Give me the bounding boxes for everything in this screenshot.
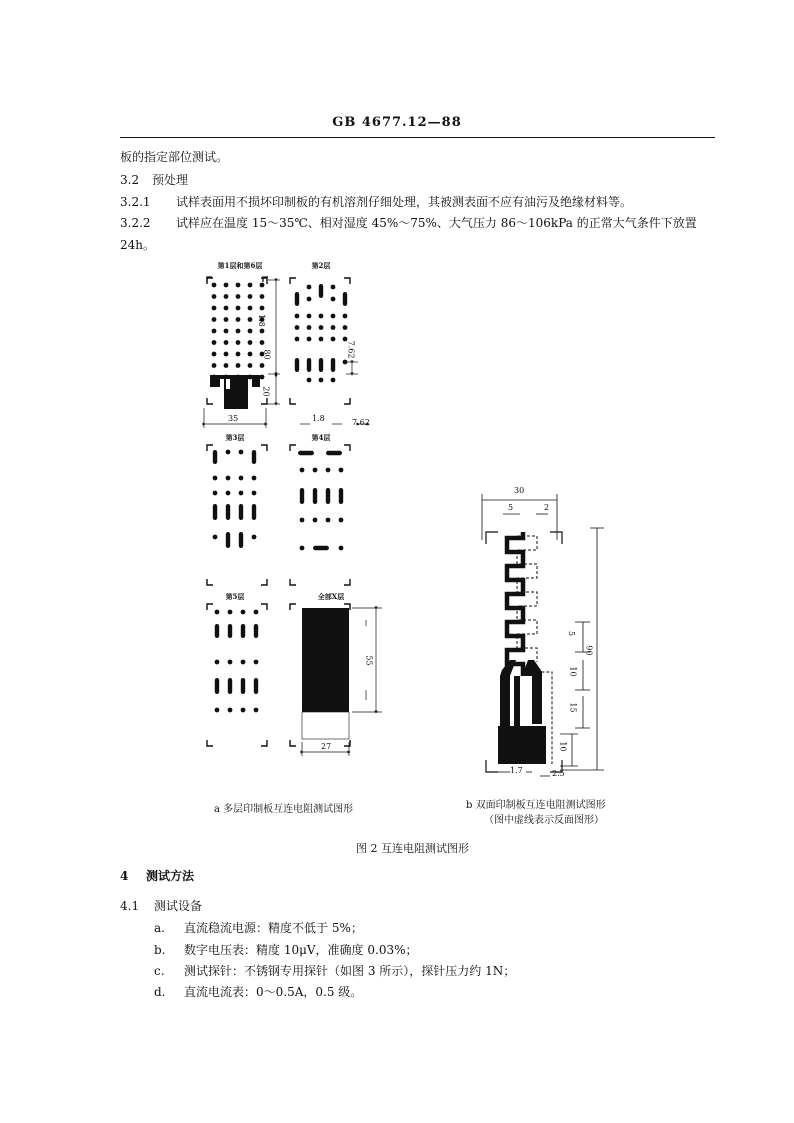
pad-slot (226, 504, 230, 520)
dimension-label: 2 (544, 503, 550, 512)
pad-dot (236, 340, 241, 345)
pad-dot (239, 450, 244, 455)
pad-dot (307, 378, 312, 383)
connector-block (210, 375, 260, 409)
pad-dot (307, 325, 312, 330)
pad-dot (295, 337, 300, 342)
layer-3-pattern (213, 450, 257, 548)
pad-dot (236, 329, 241, 334)
layer-x-pattern (302, 608, 349, 739)
pad-slot (326, 451, 342, 455)
dimension-label: 80 (262, 349, 272, 360)
pad-dot (252, 491, 257, 496)
pad-dot (226, 491, 231, 496)
pad-slot (215, 624, 219, 638)
pad-dot (300, 518, 305, 523)
pad-dot (224, 306, 229, 311)
layer-5-pattern (215, 610, 259, 713)
list-mark: d. (154, 985, 166, 999)
pad-dot (215, 708, 220, 713)
pad-slot (313, 488, 317, 504)
pad-slot (295, 358, 299, 372)
pad-dot (295, 325, 300, 330)
pad-dot (343, 314, 348, 319)
pad-dot (248, 317, 253, 322)
list-mark: b. (154, 943, 166, 957)
pad-dot (215, 660, 220, 665)
pad-dot (319, 378, 324, 383)
pad-dot (307, 297, 312, 302)
dimension-label: 1.7 (510, 766, 523, 775)
pad-dot (228, 660, 233, 665)
pad-dot (260, 294, 265, 299)
layer-2-pattern (295, 284, 348, 382)
pad-dot (212, 352, 217, 357)
dimension-label: 30 (514, 486, 525, 495)
pad-dot (248, 363, 253, 368)
pad-dot (224, 340, 229, 345)
pad-dot (331, 314, 336, 319)
connector-finger (500, 660, 516, 726)
list-item (154, 920, 363, 936)
panel-b-pattern (482, 494, 604, 776)
list-mark: c. (154, 964, 165, 978)
pad-dot (236, 283, 241, 288)
pad-slot (226, 532, 230, 548)
pad-dot (224, 352, 229, 357)
continued-line: 板的指定部位测试。 (120, 150, 229, 164)
pad-dot (239, 476, 244, 481)
pad-dot (339, 468, 344, 473)
pad-dot (212, 306, 217, 311)
pad-dot (212, 317, 217, 322)
dimension-label: 7.62 (352, 418, 370, 427)
pad-dot (331, 378, 336, 383)
section-number: 4.1 (120, 899, 140, 913)
pad-dot (226, 476, 231, 481)
pad-dot (241, 610, 246, 615)
pad-dot (254, 610, 259, 615)
dimension-label: 55 (364, 655, 374, 666)
clause-text: 试样表面用不损坏印制板的有机溶剂仔细处理，其被测表面不应有油污及绝缘材料等。 (176, 195, 633, 209)
pad-slot (239, 532, 243, 548)
pad-dot (241, 708, 246, 713)
dimension-label: 10 (568, 666, 578, 677)
list-text: 测试探针：不锈钢专用探针（如图 3 所示），探针压力约 1N； (184, 964, 516, 978)
list-mark: a. (154, 921, 165, 935)
section-4-1 (120, 898, 202, 914)
connector-gap (226, 379, 230, 389)
layer-label: 第5层 (225, 592, 245, 601)
pad-dot (326, 468, 331, 473)
pad-dot (319, 337, 324, 342)
dimension-label: 1.8 (312, 414, 325, 423)
pad-dot (331, 325, 336, 330)
pad-dot (339, 518, 344, 523)
pad-dot (213, 476, 218, 481)
standard-number: GB 4677.12—88 (332, 115, 462, 130)
pad-dot (254, 660, 259, 665)
section-4 (120, 868, 194, 884)
dimension-label: 10 (558, 741, 568, 752)
dimension-label: 5 (567, 630, 577, 637)
list-item (154, 984, 362, 1000)
pad-slot (343, 292, 347, 306)
figure-title: 图 2 互连电阻测试图形 (356, 842, 469, 855)
pad-dot (300, 546, 305, 551)
pad-dot (248, 340, 253, 345)
pad-dot (331, 297, 336, 302)
pad-dot (239, 491, 244, 496)
clause-number: 3.2.2 (120, 216, 151, 230)
list-item (154, 942, 418, 958)
pad-slot (252, 504, 256, 520)
pad-slot (213, 504, 217, 520)
pad-slot (228, 624, 232, 638)
pad-dot (319, 325, 324, 330)
pad-dot (215, 610, 220, 615)
pad-slot (298, 451, 314, 455)
pad-dot (300, 468, 305, 473)
dimension-label: 35 (228, 414, 239, 423)
pad-slot (326, 488, 330, 504)
pad-dot (260, 363, 265, 368)
dimension-label: 27 (321, 742, 332, 751)
pad-slot (300, 488, 304, 504)
corner-mark (290, 445, 350, 585)
pad-dot (319, 314, 324, 319)
pad-dot (260, 283, 265, 288)
reverse-side-track (517, 536, 537, 662)
clause-number: 3.2.1 (120, 195, 151, 209)
pad-dot (254, 708, 259, 713)
pad-dot (307, 337, 312, 342)
pad-dot (228, 610, 233, 615)
pad-dot (331, 337, 336, 342)
pad-dot (213, 535, 218, 540)
pad-dot (248, 294, 253, 299)
pad-dot (260, 306, 265, 311)
pad-dot (252, 535, 257, 540)
pad-dot (339, 546, 344, 551)
pad-dot (226, 450, 231, 455)
dimension-label: 15 (568, 702, 578, 713)
layer-label: 第4层 (311, 433, 331, 442)
pad-dot (236, 352, 241, 357)
pad-slot (215, 678, 219, 694)
pad-dot (212, 283, 217, 288)
pad-dot (224, 329, 229, 334)
pad-slot (319, 284, 323, 298)
pad-slot (254, 678, 258, 694)
pad-dot (331, 285, 336, 290)
pad-dot (313, 518, 318, 523)
pad-slot (241, 624, 245, 638)
layer-label: 第3层 (225, 433, 245, 442)
layer-label: 第2层 (311, 261, 331, 270)
pad-slot (307, 358, 311, 372)
pad-dot (248, 352, 253, 357)
dimension-label: 1.8 (256, 314, 266, 327)
layer-label: 全部X层 (317, 592, 345, 601)
dimension-label: 7.62 (346, 340, 356, 359)
pad-dot (248, 329, 253, 334)
section-title: 测试设备 (154, 899, 203, 913)
layer-4-pattern (298, 451, 343, 551)
pad-dot (307, 285, 312, 290)
section-title: 预处理 (152, 173, 189, 187)
panel-b-caption-line1: b 双面印制板互连电阻测试图形 (466, 800, 606, 811)
pad-dot (212, 363, 217, 368)
pad-dot (236, 294, 241, 299)
pad-slot (313, 546, 329, 550)
pad-slot (239, 504, 243, 520)
serpentine-track (507, 532, 523, 676)
pad-dot (236, 306, 241, 311)
pad-dot (224, 283, 229, 288)
dimension-label: 2.5 (552, 769, 565, 778)
pad-dot (224, 317, 229, 322)
pad-dot (248, 306, 253, 311)
pad-slot (228, 678, 232, 694)
section-number: 3.2 (120, 173, 140, 187)
pad-slot (331, 358, 335, 372)
pad-dot (212, 294, 217, 299)
pad-slot (252, 450, 256, 464)
pad-dot (260, 329, 265, 334)
list-item (154, 963, 515, 979)
section-title: 测试方法 (146, 869, 195, 883)
list-text: 直流电流表：0～0.5A，0.5 级。 (184, 985, 363, 999)
pad-dot (307, 314, 312, 319)
layer-label: 第1层和第6层 (217, 261, 263, 270)
section-number: 4 (120, 869, 129, 883)
dimension-label: 5 (508, 503, 514, 512)
pad-slot (241, 678, 245, 694)
layer-1-6-pattern (210, 283, 264, 409)
pad-dot (313, 468, 318, 473)
pad-dot (260, 340, 265, 345)
list-text: 直流稳流电源：精度不低于 5%； (184, 921, 363, 935)
pad-dot (212, 329, 217, 334)
pad-dot (228, 708, 233, 713)
pad-dot (260, 375, 265, 380)
pad-dot (241, 660, 246, 665)
pad-dot (295, 314, 300, 319)
pad-slot (319, 358, 323, 372)
pad-dot (326, 518, 331, 523)
pad-dot (236, 363, 241, 368)
panel-b-caption-line2: （图中虚线表示反面图形） (484, 815, 604, 826)
panel-a-caption: a 多层印制板互连电阻测试图形 (214, 804, 354, 815)
connector-pad (498, 726, 546, 764)
pad-dot (213, 491, 218, 496)
pad-dot (236, 317, 241, 322)
dimension-label: 90 (584, 645, 594, 656)
pad-dot (224, 294, 229, 299)
pad-dot (212, 340, 217, 345)
pad-dot (252, 476, 257, 481)
dimension-label: 20 (261, 386, 271, 397)
pad-slot (254, 624, 258, 638)
list-text: 数字电压表：精度 10μV，准确度 0.03%； (184, 943, 418, 957)
clause-text: 试样应在温度 15～35℃、相对湿度 45%～75%、大气压力 86～106kPa 的正常大气条件下放置 (176, 216, 697, 230)
pad-slot (295, 292, 299, 306)
pad-slot (339, 488, 343, 504)
pad-dot (248, 283, 253, 288)
connector-finger (514, 676, 520, 726)
connector-finger (522, 660, 542, 724)
pad-dot (224, 363, 229, 368)
pad-dot (343, 325, 348, 330)
pad-slot (213, 450, 217, 464)
clause-text-continued: 24h。 (120, 238, 155, 252)
